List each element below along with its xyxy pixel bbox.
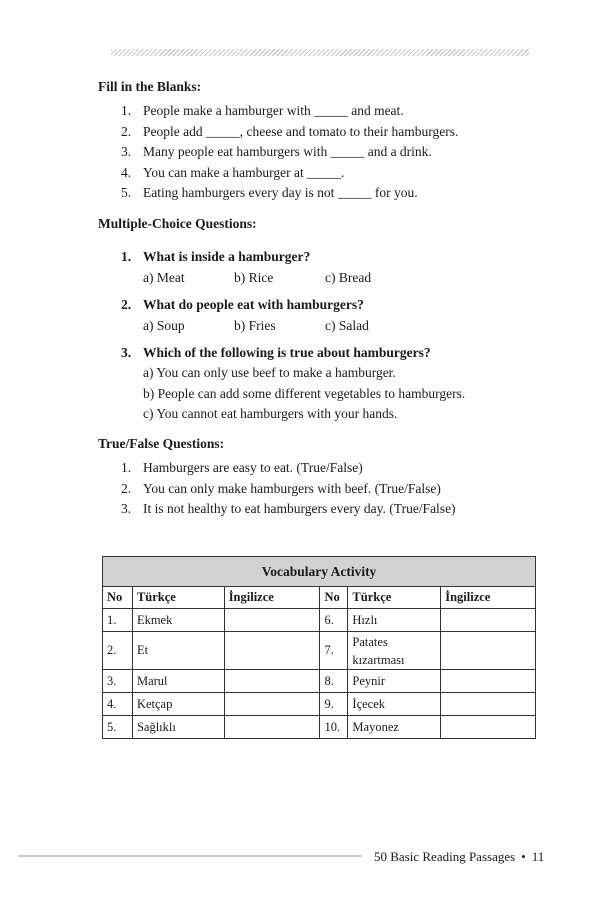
cell-turkce: Marul xyxy=(132,670,224,693)
cell-no: 8. xyxy=(320,670,348,693)
fill-blanks-heading: Fill in the Blanks: xyxy=(98,79,202,94)
column-header: No xyxy=(320,587,348,609)
turkce-line-2: kızartması xyxy=(352,652,405,667)
cell-turkce: Ekmek xyxy=(132,609,224,632)
cell-no: 1. xyxy=(103,609,133,632)
cell-turkce: İçecek xyxy=(348,693,441,716)
cell-turkce: Peynir xyxy=(348,670,441,693)
cell-ingilizce[interactable] xyxy=(224,716,320,739)
page-footer xyxy=(374,849,544,865)
page-number: 11 xyxy=(531,849,545,864)
cell-ingilizce[interactable] xyxy=(441,632,536,670)
vocabulary-table xyxy=(102,556,536,739)
cell-ingilizce[interactable] xyxy=(224,632,320,670)
book-title: 50 Basic Reading Passages xyxy=(374,849,516,864)
list-item: 3. It is not healthy to eat hamburgers every day. (True/False) xyxy=(121,501,456,516)
column-header: İngilizce xyxy=(224,587,320,609)
table-row xyxy=(103,716,536,739)
cell-turkce: Hızlı xyxy=(348,609,441,632)
option-a: a) You can only use beef to make a hamburger. xyxy=(143,365,396,380)
table-row xyxy=(103,609,536,632)
cell-no: 9. xyxy=(320,693,348,716)
list-item: 1. People make a hamburger with _____ and meat. xyxy=(121,103,404,118)
cell-no: 5. xyxy=(103,716,133,739)
mc-question-1 xyxy=(121,246,416,288)
question-text: 2. What do people eat with hamburgers? xyxy=(121,297,364,312)
list-item: 4. You can make a hamburger at _____. xyxy=(121,164,345,180)
cell-ingilizce[interactable] xyxy=(441,693,536,716)
mc-question-3 xyxy=(121,342,465,425)
cell-ingilizce[interactable] xyxy=(224,670,320,693)
question-text: 1. What is inside a hamburger? xyxy=(121,249,311,264)
vocabulary-title: Vocabulary Activity xyxy=(103,557,536,587)
column-header: İngilizce xyxy=(441,587,536,609)
option-a: a) Meat xyxy=(143,270,185,285)
cell-no: 4. xyxy=(103,693,133,716)
list-item: 2. People add _____, cheese and tomato to their hamburgers. xyxy=(121,123,459,139)
cell-no: 2. xyxy=(103,632,133,670)
option-a: a) Soup xyxy=(143,318,185,333)
cell-no: 10. xyxy=(320,716,348,739)
true-false-heading: True/False Questions: xyxy=(98,436,225,451)
option-c: c) Bread xyxy=(325,270,372,285)
column-header: Türkçe xyxy=(132,587,224,609)
cell-no: 6. xyxy=(320,609,348,632)
true-false-list xyxy=(121,458,456,520)
column-header: Türkçe xyxy=(348,587,441,609)
cell-ingilizce[interactable] xyxy=(224,609,320,632)
option-b: b) Rice xyxy=(234,270,274,285)
footer-rule xyxy=(18,855,362,857)
turkce-line-1: Patates xyxy=(352,634,388,649)
cell-turkce xyxy=(348,632,441,670)
list-item: 2. You can only make hamburgers with beef. (True/False) xyxy=(121,480,441,496)
option-c: c) You cannot eat hamburgers with your hands. xyxy=(143,406,398,421)
option-c: c) Salad xyxy=(325,318,369,333)
list-item: 3. Many people eat hamburgers with _____ and a drink. xyxy=(121,144,432,159)
table-row xyxy=(103,632,536,670)
table-row xyxy=(103,670,536,693)
fill-blanks-list xyxy=(121,101,458,204)
mc-question-2 xyxy=(121,294,416,336)
question-text: 3. Which of the following is true about hamburgers? xyxy=(121,345,431,360)
cell-turkce: Et xyxy=(132,632,224,670)
cell-turkce: Ketçap xyxy=(132,693,224,716)
cell-ingilizce[interactable] xyxy=(441,670,536,693)
cell-no: 3. xyxy=(103,670,133,693)
list-item: 5. Eating hamburgers every day is not _____ for you. xyxy=(121,185,418,200)
cell-turkce: Sağlıklı xyxy=(132,716,224,739)
table-row xyxy=(103,693,536,716)
option-b: b) Fries xyxy=(234,318,276,333)
answer-options xyxy=(121,315,416,336)
multiple-choice-heading: Multiple-Choice Questions: xyxy=(98,216,257,231)
list-item: 1. Hamburgers are easy to eat. (True/False) xyxy=(121,460,363,475)
bullet-separator: • xyxy=(521,849,526,864)
column-header: No xyxy=(103,587,133,609)
top-decorative-rule xyxy=(111,49,529,56)
cell-turkce: Mayonez xyxy=(348,716,441,739)
table-header-row xyxy=(103,587,536,609)
cell-ingilizce[interactable] xyxy=(441,609,536,632)
cell-ingilizce[interactable] xyxy=(224,693,320,716)
cell-no: 7. xyxy=(320,632,348,670)
option-b: b) People can add some different vegetables to hamburgers. xyxy=(143,385,466,401)
answer-options xyxy=(121,267,416,288)
cell-ingilizce[interactable] xyxy=(441,716,536,739)
